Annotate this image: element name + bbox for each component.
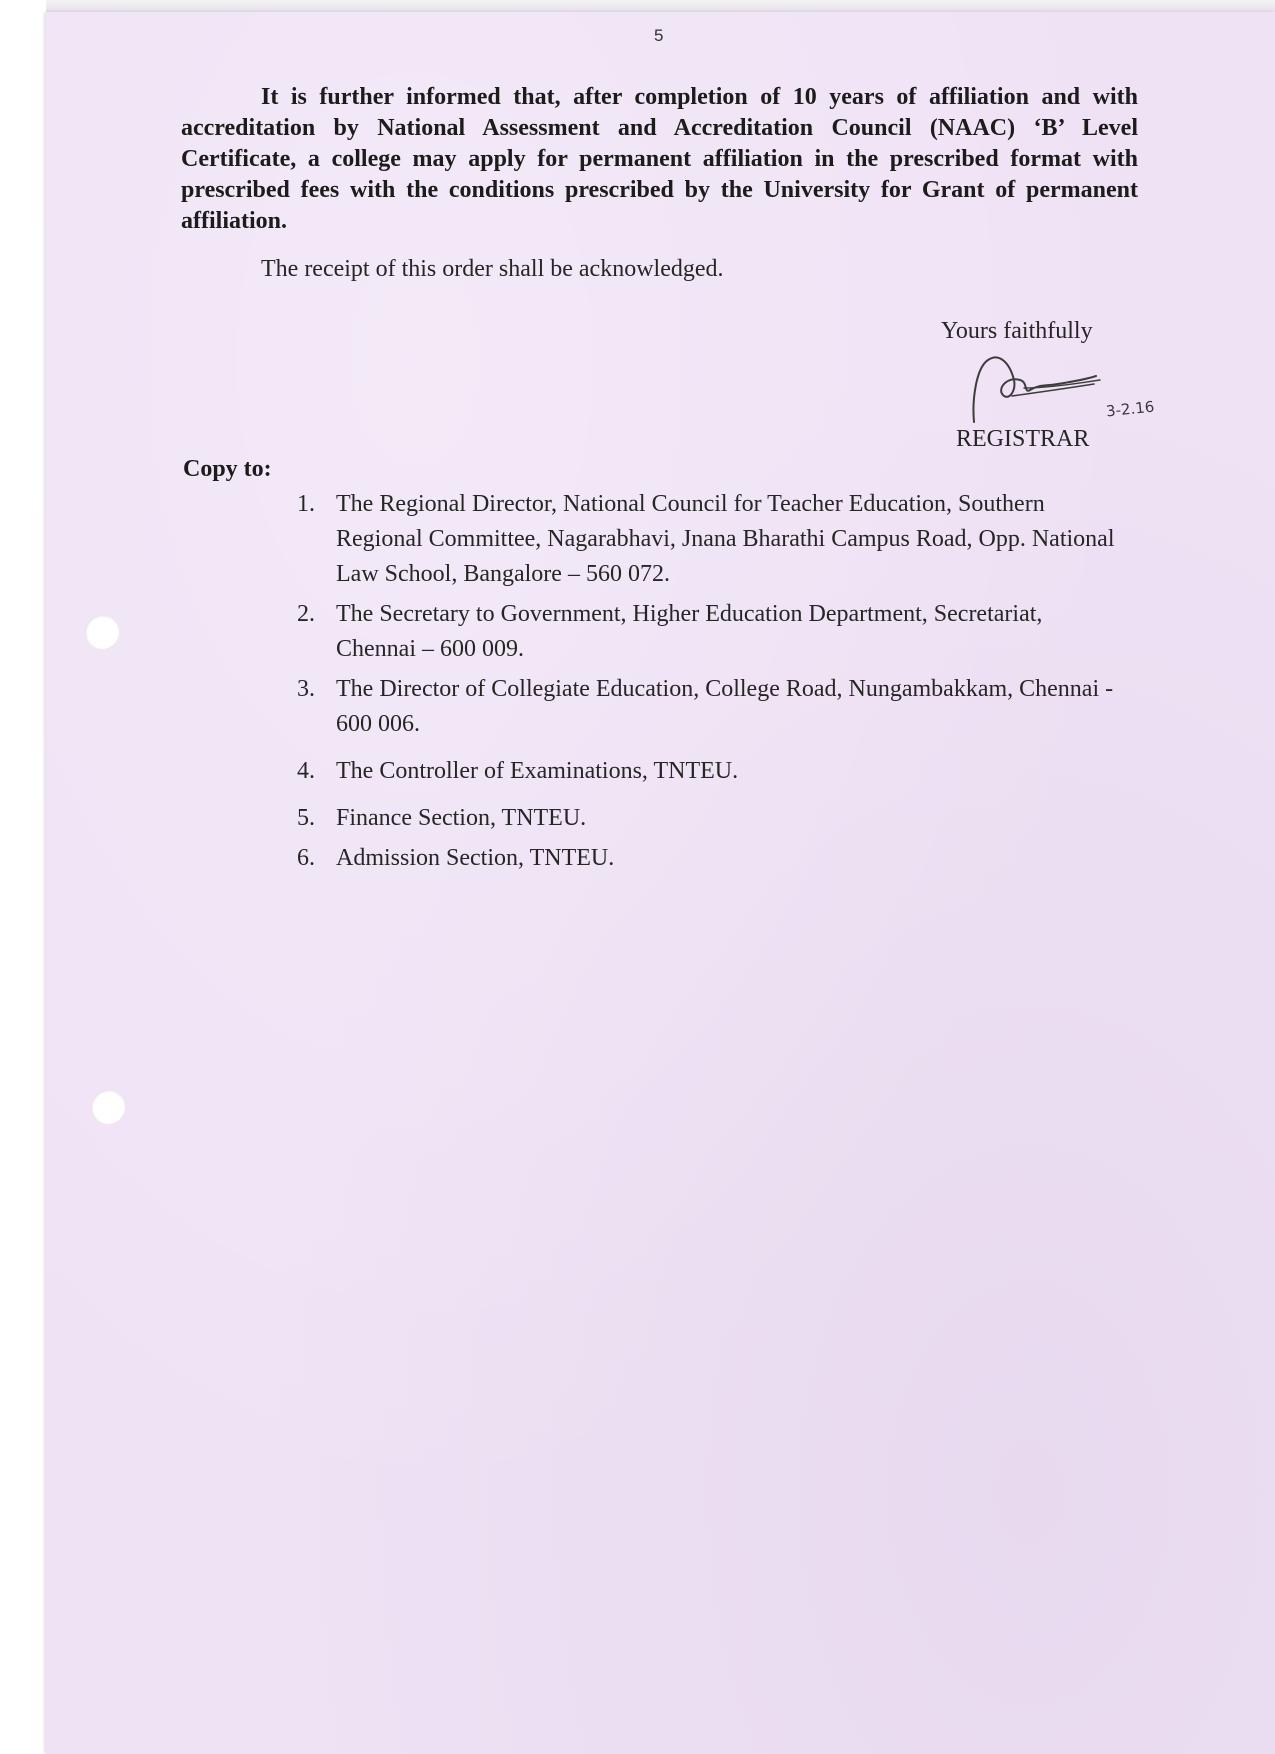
list-item-text: Finance Section, TNTEU. [336,805,587,831]
punch-hole [85,615,119,649]
list-item-number: 4. [297,758,315,784]
list-item [297,487,1127,592]
signature-date: 3-2.16 [1105,397,1156,421]
registrar-designation: REGISTRAR [956,426,1090,452]
list-item [297,754,1127,789]
list-item-text: The Secretary to Government, Higher Education Department, Secretariat, Chennai – 600 009. [336,601,1043,662]
punch-hole [91,1090,125,1124]
list-item-number: 3. [297,676,315,702]
list-item [297,841,1127,876]
list-item-text: The Regional Director, National Council for Teacher Education, Southern Regional Committee, Nagarabhavi, Jnana Bharathi Campus Road, Opp. National Law School, Bangalore – 560 072. [336,491,1115,587]
closing-salutation: Yours faithfully [941,318,1093,344]
affiliation-paragraph: It is further informed that, after completion of 10 years of affiliation and with accreditation by National Assessment and Accreditation Council (NAAC) ‘B’ Level Certificate, a college may apply for permanent affiliation in the prescribed format with prescribed fees with the conditions prescribed by the University for Grant of permanent affiliation. [181,84,1138,234]
list-item-text: Admission Section, TNTEU. [336,845,615,871]
page-number: 5 [654,26,664,45]
list-item-text: The Director of Collegiate Education, College Road, Nungambakkam, Chennai - 600 006. [336,676,1114,737]
list-item-number: 6. [297,845,315,871]
copy-to-heading: Copy to: [183,456,272,482]
list-item-text: The Controller of Examinations, TNTEU. [336,758,739,784]
list-item-number: 5. [297,805,315,831]
acknowledgement-line: The receipt of this order shall be acknowledged. [261,256,724,282]
list-item [297,672,1127,742]
list-item-number: 2. [297,601,315,627]
copy-to-list [297,487,1127,881]
list-item [297,597,1127,667]
list-item [297,801,1127,836]
list-item-number: 1. [297,491,315,517]
page-top-edge [46,0,1275,12]
